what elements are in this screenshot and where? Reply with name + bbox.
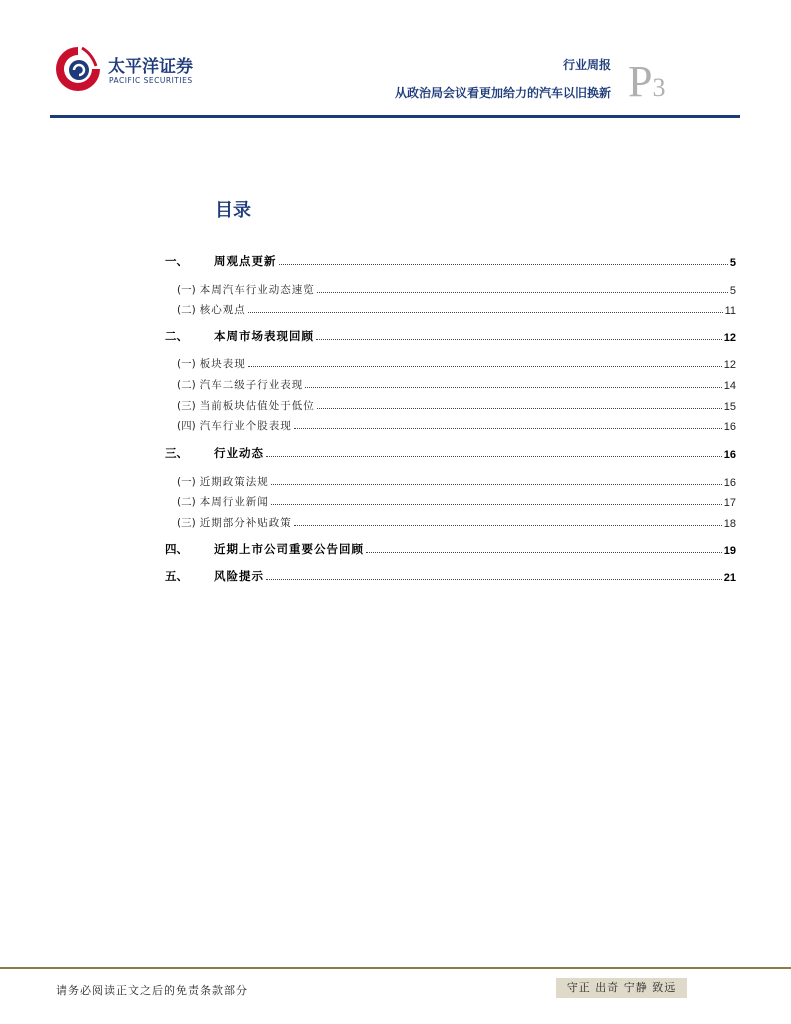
toc-dot-leader (317, 291, 728, 293)
toc-entry[interactable] (165, 353, 736, 371)
toc-entry-page: 5 (729, 257, 736, 269)
toc-entry-page: 14 (723, 380, 736, 392)
toc-entry-number: (一) (177, 358, 196, 370)
page-marker (628, 57, 666, 106)
toc-entry[interactable] (165, 395, 736, 413)
toc-entry-label: 汽车二级子行业表现 (199, 379, 304, 391)
toc-entry-label: 本周市场表现回顾 (214, 329, 314, 343)
toc-entry-page: 12 (723, 359, 736, 371)
toc-entry-page: 16 (723, 449, 736, 461)
footer-rule (0, 967, 791, 969)
toc-dot-leader (248, 365, 722, 367)
toc-entry-number: 三、 (165, 446, 188, 460)
toc-dot-leader (266, 455, 722, 457)
toc-entry-page: 19 (723, 545, 736, 557)
toc-entry[interactable] (165, 299, 736, 317)
toc-entry-page: 17 (723, 497, 736, 509)
toc-entry[interactable] (165, 326, 736, 344)
toc-entry-label: 近期政策法规 (199, 476, 269, 488)
report-title: 从政治局会议看更加给力的汽车以旧换新 (394, 86, 611, 100)
toc-entry[interactable] (165, 279, 736, 297)
logo-english-name: PACIFIC SECURITIES (109, 76, 193, 85)
toc-entry-label: 汽车行业个股表现 (199, 420, 292, 432)
toc-entry-label: 周观点更新 (214, 254, 277, 268)
toc-entry-page: 15 (723, 401, 736, 413)
toc-entry-number: (二) (177, 379, 196, 391)
header-rule (50, 115, 740, 118)
toc-dot-leader (271, 483, 722, 485)
toc-entry[interactable] (165, 512, 736, 530)
toc-entry-label: 板块表现 (199, 358, 246, 370)
toc-entry[interactable] (165, 374, 736, 392)
company-logo (52, 44, 212, 94)
toc-entry[interactable] (165, 491, 736, 509)
toc-entry-label: 风险提示 (214, 569, 264, 583)
toc-entry-number: 四、 (165, 542, 188, 556)
toc-entry-label: 行业动态 (214, 446, 264, 460)
toc-entry-label: 近期部分补贴政策 (199, 517, 292, 529)
toc-entry[interactable] (165, 566, 736, 584)
toc-dot-leader (266, 578, 722, 580)
toc-entry-page: 16 (723, 477, 736, 489)
toc-entry-label: 当前板块估值处于低位 (199, 400, 315, 412)
toc-entry-number: (三) (177, 400, 196, 412)
toc-dot-leader (271, 503, 722, 505)
toc-entry-number: (一) (177, 476, 196, 488)
toc-dot-leader (317, 407, 722, 409)
toc-entry-number: (四) (177, 420, 196, 432)
page-number: 3 (652, 73, 666, 102)
toc-dot-leader (248, 311, 723, 313)
toc-entry[interactable] (165, 539, 736, 557)
toc-entry-page: 11 (724, 305, 736, 317)
toc-heading: 目录 (215, 200, 251, 221)
page-letter: P (628, 57, 653, 106)
toc-entry-number: (二) (177, 496, 196, 508)
toc-entry-label: 本周汽车行业动态速览 (199, 284, 315, 296)
report-type: 行业周报 (562, 58, 611, 72)
toc-entry-number: (二) (177, 304, 196, 316)
toc-entry-number: (三) (177, 517, 196, 529)
toc-dot-leader (279, 263, 728, 265)
toc-entry-page: 16 (723, 421, 736, 433)
toc-entry[interactable] (165, 251, 736, 269)
logo-chinese-name: 太平洋证券 (108, 57, 193, 77)
toc-entry-page: 21 (723, 572, 736, 584)
toc-entry-page: 18 (723, 518, 736, 530)
toc-entry-number: 五、 (165, 569, 188, 583)
toc-entry-page: 12 (723, 332, 736, 344)
toc-entry-number: 一、 (165, 254, 188, 268)
toc-entry-number: (一) (177, 284, 196, 296)
toc-dot-leader (316, 338, 722, 340)
toc-dot-leader (294, 427, 722, 429)
footer-disclaimer: 请务必阅读正文之后的免责条款部分 (56, 984, 248, 997)
toc-entry[interactable] (165, 443, 736, 461)
pacific-logo-icon (52, 44, 104, 94)
toc-entry-number: 二、 (165, 329, 188, 343)
toc-entry-label: 本周行业新闻 (199, 496, 269, 508)
toc-entry-label: 近期上市公司重要公告回顾 (214, 542, 364, 556)
toc-dot-leader (305, 386, 722, 388)
toc-dot-leader (294, 524, 722, 526)
toc-entry-label: 核心观点 (199, 304, 246, 316)
toc-entry[interactable] (165, 471, 736, 489)
toc-entry-page: 5 (729, 285, 736, 297)
footer-motto: 守正 出奇 宁静 致远 (556, 978, 687, 998)
toc-dot-leader (366, 551, 722, 553)
toc-entry[interactable] (165, 415, 736, 433)
